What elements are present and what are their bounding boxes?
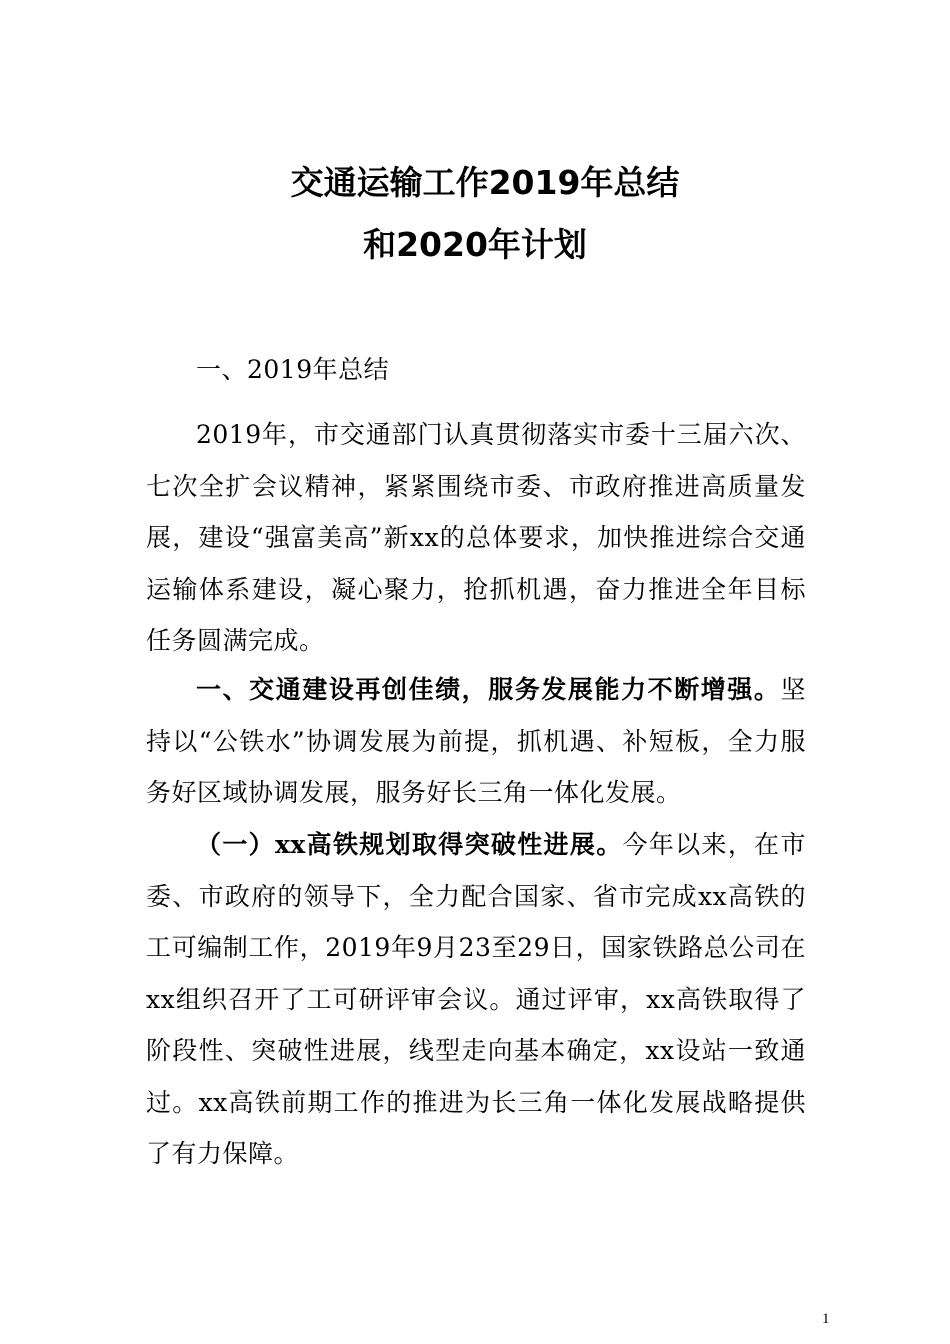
paragraph-high-speed-rail bbox=[146, 819, 806, 1180]
paragraph-body: 2019年，市交通部门认真贯彻落实市委十三届六次、七次全扩会议精神，紧紧围绕市委、市政府推进高质量发展，建设“强富美高”新xx的总体要求，加快推进综合交通运输体系建设，凝心聚力，抢抓机遇，奋力推进全年目标任务圆满完成。 bbox=[146, 420, 806, 655]
document-title-line-2: 和2020年计划 bbox=[363, 225, 587, 264]
paragraph-body: 坚持以“公铁水”协调发展为前提，抓机遇、补短板，全力服务好区域协调发展，服务好长三角一体化发展。 bbox=[146, 675, 806, 807]
page-number: 1 bbox=[822, 1311, 830, 1327]
section-heading: 一、2019年总结 bbox=[196, 355, 390, 384]
paragraph-lead: 一、交通建设再创佳绩，服务发展能力不断增强。 bbox=[196, 675, 781, 704]
document-title-line-1: 交通运输工作2019年总结 bbox=[290, 163, 680, 202]
paragraph-summary-intro bbox=[146, 409, 806, 667]
paragraph-lead: （一）xx高铁规划取得突破性进展。 bbox=[196, 830, 623, 859]
paragraph-transport-construction bbox=[146, 664, 806, 819]
paragraph-body: 今年以来，在市委、市政府的领导下，全力配合国家、省市完成xx高铁的工可编制工作，2019年9月23至29日，国家铁路总公司在xx组织召开了工可研评审会议。通过评审，xx高铁取得了阶段性、突破性进展，线型走向基本确定，xx设站一致通过。xx高铁前期工作的推进为长三角一体化发展战略提供了有力保障。 bbox=[146, 830, 806, 1168]
